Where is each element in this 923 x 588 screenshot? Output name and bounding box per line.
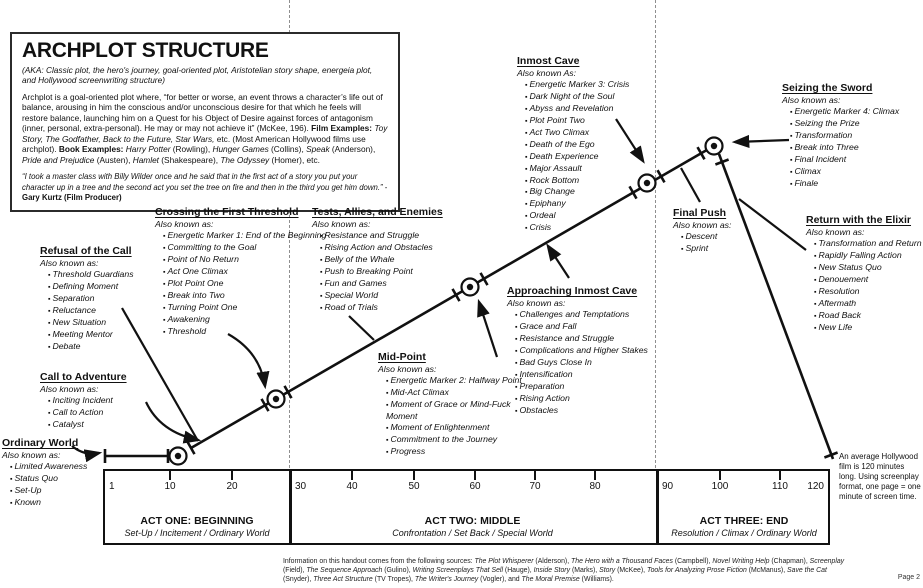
arrow-crossing-first-threshold [228,334,265,386]
aka-label: Also known as: [806,227,865,237]
aka-item: ▪ Seizing the Prize [790,118,922,130]
leader-tests-allies-enemies [349,316,374,340]
text-run: (Austen), [94,154,133,165]
archplot-description [22,92,388,166]
aka-item: ▪ Separation [48,293,155,305]
minute-tick [351,471,353,480]
stage-title: Ordinary World [2,437,79,449]
aka-item: ▪ Epiphany [525,198,667,210]
stage-title: Final Push [673,207,727,219]
aka-item: ▪ Rising Action and Obstacles [320,242,482,254]
text-run: (Alderson), [533,558,572,565]
aka-item: ▪ Abyss and Revelation [525,103,667,115]
stage-final-push [673,207,773,255]
aka-list [681,231,773,255]
minute-label: 90 [662,481,674,492]
aka-label: Also known as: [40,384,99,394]
aka-item: ▪ New Status Quo [814,262,923,274]
text-run: Save the Cat [787,567,827,575]
minute-label: 100 [711,481,729,492]
minute-tick [474,471,476,480]
text-run: Toy Story, The Godfather, Back to the Future, Star Wars, [22,123,388,144]
text-run: (Rowling), [170,144,213,155]
aka-label: Also known As: [517,68,577,78]
stage-title: Tests, Allies, and Enemies [312,206,443,218]
stage-title: Seizing the Sword [782,82,873,94]
aka-item: ▪ Descent [681,231,773,243]
text-run: “I took a master class with Billy Wilder once and he said that in the first act of a story you put your character up in a tree and the second act you set the tree on fire and then in the third you get him down.” [22,172,383,192]
text-run: (Marks), [570,567,600,575]
stage-refusal-of-the-call [40,245,155,353]
aka-item: ▪ New Situation [48,317,155,329]
aka-item: ▪ Resolution [814,286,923,298]
aka-item: ▪ Climax [790,166,922,178]
arrow-seizing-the-sword [735,140,789,142]
aka-item: ▪ Finale [790,178,922,190]
text-run: Harry Potter [125,144,171,155]
minute-label: 30 [295,481,307,492]
text-run: (Snyder), [283,576,314,584]
aka-item: ▪ Break into Two [163,290,330,302]
marker-call-to-adventure [170,448,187,465]
minute-tick [169,471,171,480]
aka-item: ▪ Status Quo [10,473,106,485]
text-run: (Anderson), [329,144,376,155]
stage-call-to-adventure [40,371,150,431]
minute-tick [719,471,721,480]
aka-item: ▪ Complications and Higher Stakes [515,345,692,357]
sources-note [283,557,849,584]
stage-crossing-first-threshold [155,206,330,337]
text-run: (Field), [283,567,307,575]
aka-list [790,106,922,190]
aka-item: ▪ Final Incident [790,154,922,166]
aka-item: ▪ Grace and Fall [515,321,692,333]
stage-title: Mid-Point [378,351,426,363]
aka-item: ▪ Commitment to the Journey [386,434,528,446]
aka-item: ▪ Progress [386,446,528,458]
aka-item: ▪ Special World [320,290,482,302]
aka-list [320,230,482,314]
text-run: (Vogler), and [478,576,522,584]
aka-item: ▪ Rapidly Falling Action [814,250,923,262]
text-run: (Homer), etc. [269,154,320,165]
text-run: The Sequence Approach [306,567,383,575]
aka-label: Also known as: [2,450,61,460]
marker-seizing-the-sword [706,138,723,155]
minute-label: 40 [346,481,358,492]
timeline [103,469,830,545]
act-subtitle: Set-Up / Incitement / Ordinary World [124,528,270,538]
act-name: ACT THREE: END [699,515,789,527]
aka-label: Also known as: [155,219,214,229]
aka-item: ▪ Crisis [525,222,667,234]
text-run: (Shakespeare), [158,154,221,165]
minute-tick [779,471,781,480]
text-run: The Plot Whisperer [474,558,534,565]
text-run: Novel Writing Help [712,558,770,565]
text-run: etc. (Most American Hollywood films use archplot). [22,133,366,155]
aka-item: ▪ Road of Trials [320,302,482,314]
text-run: Information on this handout comes from the following sources: [283,558,475,565]
aka-item: ▪ Threshold Guardians [48,269,155,281]
title-box [10,32,400,212]
aka-list [10,461,106,509]
aka-label: Also known as: [507,298,566,308]
aka-item: ▪ Committing to the Goal [163,242,330,254]
minute-label: 60 [469,481,481,492]
aka-item: ▪ Plot Point One [163,278,330,290]
aka-item: ▪ Break into Three [790,142,922,154]
aka-item: ▪ Preparation [515,381,692,393]
text-run: The Odyssey [220,154,270,165]
aka-item: ▪ Death Experience [525,151,667,163]
billy-wilder-quote [22,172,388,202]
text-run: (McManus), [746,567,788,575]
minute-tick [594,471,596,480]
text-run: (Collins), [268,144,307,155]
stage-return-with-elixir [806,214,923,334]
aka-item: ▪ Denouement [814,274,923,286]
aka-label: Also known as: [312,219,371,229]
text-run: - [382,182,388,192]
aka-item: ▪ Belly of the Whale [320,254,482,266]
minute-label: 70 [529,481,541,492]
text-run: Hamlet [132,154,159,165]
page-title: ARCHPLOT STRUCTURE [22,39,269,62]
aka-item: ▪ Debate [48,341,155,353]
aka-item: ▪ Act Two Climax [525,127,667,139]
stage-title: Crossing the First Threshold [155,206,299,218]
aka-item: ▪ Mid-Act Climax [386,387,528,399]
act-name: ACT TWO: MIDDLE [424,515,521,527]
aka-item: ▪ Energetic Marker 3: Crisis [525,79,667,91]
stage-ordinary-world [2,437,106,509]
aka-item: ▪ Ordeal [525,210,667,222]
minute-tick [413,471,415,480]
text-run: Archplot is a goal-oriented plot where, “for better or worse, an event throws a character’s life out of balance, arousing in him the conscious and/or unconscious desire for that which he feels will restore balance, launching him on a Quest for his Object of Desire against forces of antagonism (inner, personal, extra-personal). He may or may not achieve it” (McKee, 196). [22,91,383,134]
arrow-call-to-adventure [146,402,198,440]
stage-inmost-cave [517,55,667,234]
aka-item: ▪ Major Assault [525,163,667,175]
aka-label: Also known as: [782,95,841,105]
text-run: Hunger Games [212,144,269,155]
text-run: (Campbell), [672,558,713,565]
text-run: Speak [306,144,330,155]
stage-title: Refusal of the Call [40,245,132,257]
title-aka-subtitle: (AKA: Classic plot, the hero's journey, goal-oriented plot, Aristotelian story shape, energeia plot, and Hollywood screenwriting structure) [22,65,373,86]
aka-item: ▪ Awakening [163,314,330,326]
act-two-label [289,515,656,538]
aka-item: ▪ Resistance and Struggle [320,230,482,242]
aka-item: ▪ Big Change [525,186,667,198]
minute-label: 120 [807,481,824,492]
text-run: Three Act Structure [313,576,373,584]
act-three-label [656,515,832,538]
stage-title: Approaching Inmost Cave [507,285,638,297]
stage-tests-allies-enemies [312,206,482,314]
aka-label: Also known as: [673,220,732,230]
text-run: (Hauge), [503,567,534,575]
aka-item: ▪ Call to Action [48,407,150,419]
aka-item: ▪ Turning Point One [163,302,330,314]
aka-item: ▪ Road Back [814,310,923,322]
aka-item: ▪ Moment of Grace or Mind-Fuck Moment [386,399,528,422]
text-run: (McKee), [615,567,647,575]
aka-item: ▪ Push to Breaking Point [320,266,482,278]
aka-item: ▪ Limited Awareness [10,461,106,473]
arrow-approaching-inmost-cave [548,246,569,278]
aka-item: ▪ Rising Action [515,393,692,405]
aka-item: ▪ Transformation [790,130,922,142]
aka-item: ▪ Threshold [163,326,330,338]
minute-label: 10 [164,481,176,492]
aka-list [48,395,150,431]
text-run: The Moral Premise [521,576,580,584]
minute-label: 1 [109,481,115,492]
minute-label: 20 [226,481,238,492]
aka-item: ▪ Moment of Enlightenment [386,422,528,434]
aka-item: ▪ Challenges and Temptations [515,309,692,321]
aka-item: ▪ Act One Climax [163,266,330,278]
aka-item: ▪ Energetic Marker 4: Climax [790,106,922,118]
aka-item: ▪ Sprint [681,243,773,255]
text-run: Writing Screenplays That Sell [412,567,503,575]
page-number: Page 2 [897,574,920,581]
text-run: (Williams). [579,576,614,584]
minute-tick [231,471,233,480]
aka-item: ▪ Reluctance [48,305,155,317]
aka-item: ▪ Dark Night of the Soul [525,91,667,103]
text-run: (Chapman), [769,558,810,565]
text-run: The Writer's Journey [414,576,479,584]
text-run: Inside Story [533,567,571,575]
minute-tick [534,471,536,480]
minute-label: 110 [772,481,788,492]
aka-item: ▪ Defining Moment [48,281,155,293]
aka-list [163,230,330,338]
film-length-note: An average Hollywood film is 120 minutes long. Using screenplay format, one page = one minute of screen time. [839,452,921,502]
text-run: Gary Kurtz (Film Producer) [22,192,122,202]
text-run: (TV Tropes), [372,576,415,584]
aka-list [525,79,667,234]
stage-seizing-the-sword [782,82,922,190]
aka-label: Also known as: [378,364,437,374]
stage-title: Inmost Cave [517,55,580,67]
aka-item: ▪ Inciting Incident [48,395,150,407]
act-name: ACT ONE: BEGINNING [140,515,254,527]
aka-item: ▪ Obstacles [515,405,692,417]
text-run: Screenplay [809,558,845,565]
minute-label: 80 [589,481,601,492]
marker-crossing-first-threshold [268,391,285,408]
leader-final-push [681,168,700,202]
aka-item: ▪ Aftermath [814,298,923,310]
stage-approaching-inmost-cave [507,285,692,416]
aka-item: ▪ Fun and Games [320,278,482,290]
act-subtitle: Resolution / Climax / Ordinary World [671,528,817,538]
aka-item: ▪ Set-Up [10,485,106,497]
stage-mid-point [378,351,528,458]
text-run: Book Examples: [58,144,126,155]
aka-label: Also known as: [40,258,99,268]
act-one-label [105,515,289,538]
aka-item: ▪ Rock Bottom [525,175,667,187]
aka-item: ▪ New Life [814,322,923,334]
aka-list [48,269,155,353]
text-run: Film Examples: [311,123,375,134]
aka-item: ▪ Energetic Marker 2: Halfway Point [386,375,528,387]
aka-item: ▪ Plot Point Two [525,115,667,127]
aka-item: ▪ Point of No Return [163,254,330,266]
text-run: Pride and Prejudice [22,154,95,165]
stage-title: Return with the Elixir [806,214,912,226]
text-run: Tools for Analyzing Prose Fiction [647,567,747,575]
text-run: Story [599,567,616,575]
aka-list [814,238,923,334]
aka-item: ▪ Transformation and Return [814,238,923,250]
aka-item: ▪ Energetic Marker 1: End of the Beginning [163,230,330,242]
aka-item: ▪ Resistance and Struggle [515,333,692,345]
aka-item: ▪ Known [10,497,106,509]
minute-label: 50 [408,481,420,492]
text-run: (Gulino), [382,567,413,575]
aka-item: ▪ Bad Guys Close In [515,357,692,369]
stage-title: Call to Adventure [40,371,127,383]
aka-item: ▪ Intensification [515,369,692,381]
aka-item: ▪ Meeting Mentor [48,329,155,341]
aka-list [515,309,692,417]
text-run: The Hero with a Thousand Faces [571,558,673,565]
aka-item: ▪ Death of the Ego [525,139,667,151]
act-subtitle: Confrontation / Set Back / Special World [392,528,553,538]
aka-item: ▪ Catalyst [48,419,150,431]
